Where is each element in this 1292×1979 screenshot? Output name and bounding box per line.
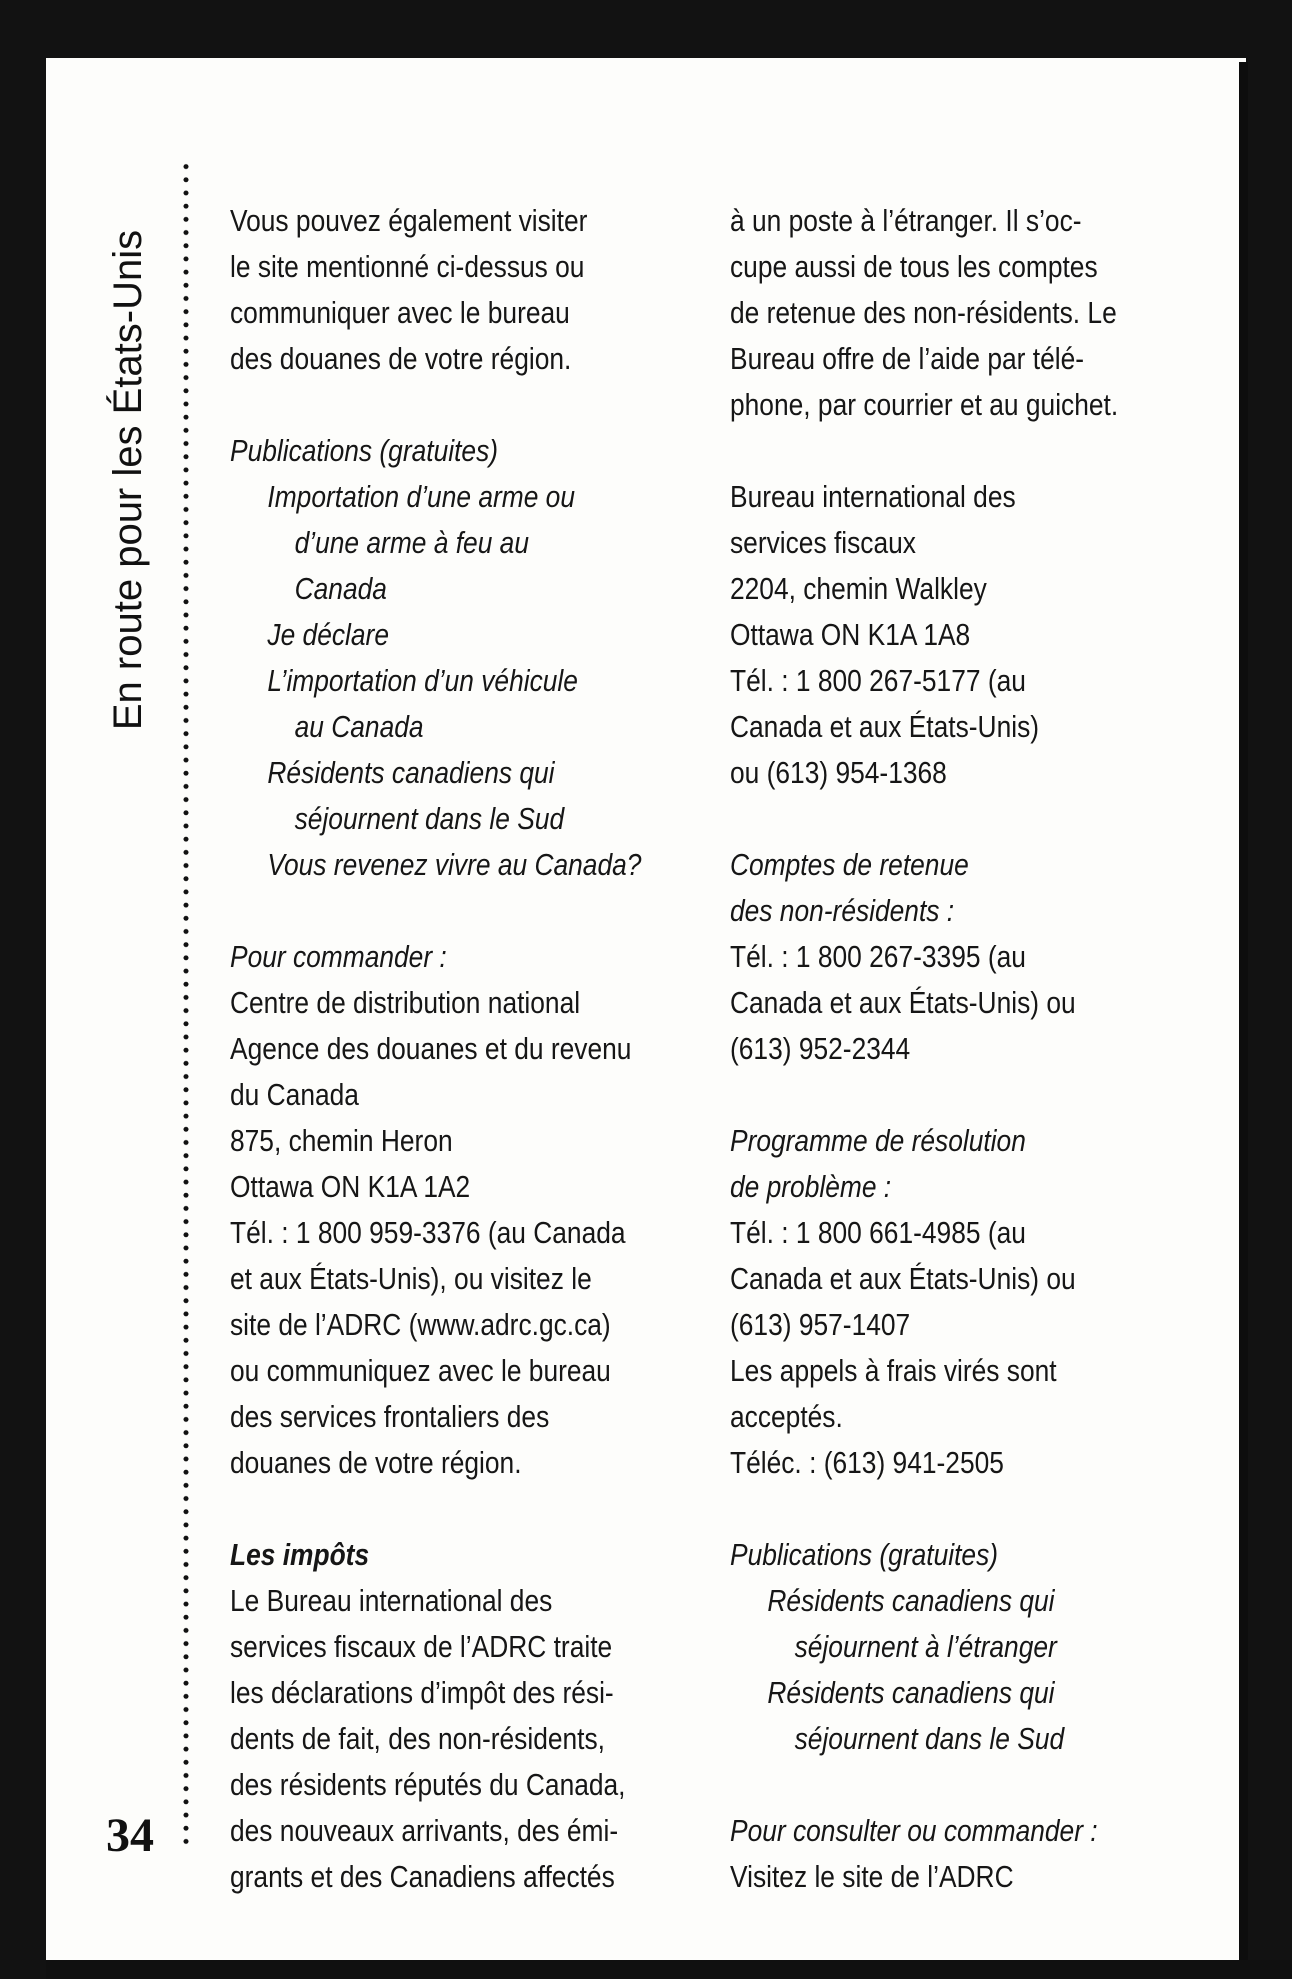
text-line: communiquer avec le bureau xyxy=(230,295,570,330)
text-line: 2204, chemin Walkley xyxy=(730,571,987,606)
text-line: (613) 957-1407 xyxy=(730,1307,911,1342)
intro-paragraph xyxy=(230,198,655,382)
text-line: des résidents réputés du Canada, xyxy=(230,1767,626,1802)
side-title: En route pour les États-Unis xyxy=(106,229,150,731)
text-line: Agence des douanes et du revenu xyxy=(230,1031,632,1066)
page-number: 34 xyxy=(106,1809,154,1862)
text-line: Canada et aux États-Unis) ou xyxy=(730,1261,1076,1296)
problem-heading: de problème : xyxy=(730,1169,892,1204)
text-line: 875, chemin Heron xyxy=(230,1123,453,1158)
text-line: des douanes de votre région. xyxy=(230,341,572,376)
text-line: Tél. : 1 800 267-3395 (au xyxy=(730,939,1026,974)
left-column xyxy=(230,198,655,1900)
publication-title-cont: au Canada xyxy=(294,709,424,744)
publication-title: Résidents canadiens qui xyxy=(767,1675,1055,1710)
publications-heading: Publications (gratuites) xyxy=(730,1537,999,1572)
publication-title-cont: Canada xyxy=(294,571,387,606)
publication-title-cont: séjournent à l’étranger xyxy=(794,1629,1057,1664)
text-line: Vous pouvez également visiter xyxy=(230,203,588,238)
publication-title: L’importation d’un véhicule xyxy=(267,663,578,698)
consult-info xyxy=(730,1808,1155,1900)
nonresident-accounts xyxy=(730,842,1155,1072)
text-line: et aux États-Unis), ou visitez le xyxy=(230,1261,592,1296)
publication-title: Vous revenez vivre au Canada? xyxy=(267,847,642,882)
text-line: Le Bureau international des xyxy=(230,1583,553,1618)
text-line: Téléc. : (613) 941-2505 xyxy=(730,1445,1004,1480)
text-line: (613) 952-2344 xyxy=(730,1031,911,1066)
text-line: Les appels à frais virés sont xyxy=(730,1353,1057,1388)
text-line: des services frontaliers des xyxy=(230,1399,550,1434)
text-line: acceptés. xyxy=(730,1399,843,1434)
order-heading: Pour commander : xyxy=(230,939,447,974)
text-line: Tél. : 1 800 661-4985 (au xyxy=(730,1215,1026,1250)
text-line: le site mentionné ci-dessus ou xyxy=(230,249,585,284)
text-line: Ottawa ON K1A 1A2 xyxy=(230,1169,471,1204)
publications-heading: Publications (gratuites) xyxy=(230,433,499,468)
text-line: du Canada xyxy=(230,1077,359,1112)
publication-title: Résidents canadiens qui xyxy=(767,1583,1055,1618)
text-line: Canada et aux États-Unis) xyxy=(730,709,1040,744)
text-line: ou communiquez avec le bureau xyxy=(230,1353,611,1388)
problem-resolution xyxy=(730,1118,1155,1486)
text-line: Centre de distribution national xyxy=(230,985,581,1020)
text-line: de retenue des non-résidents. Le xyxy=(730,295,1117,330)
text-line: Visitez le site de l’ADRC xyxy=(730,1859,1014,1894)
text-line: services fiscaux de l’ADRC traite xyxy=(230,1629,613,1664)
text-line: Tél. : 1 800 267-5177 (au xyxy=(730,663,1026,698)
accounts-heading: Comptes de retenue xyxy=(730,847,969,882)
publication-title-cont: séjournent dans le Sud xyxy=(794,1721,1065,1756)
text-line: douanes de votre région. xyxy=(230,1445,522,1480)
text-line: ou (613) 954-1368 xyxy=(730,755,947,790)
text-line: services fiscaux xyxy=(730,525,916,560)
text-line: site de l’ADRC (www.adrc.gc.ca) xyxy=(230,1307,611,1342)
text-line: dents de fait, des non-résidents, xyxy=(230,1721,605,1756)
accounts-heading: des non-résidents : xyxy=(730,893,955,928)
text-line: cupe aussi de tous les comptes xyxy=(730,249,1098,284)
text-line: grants et des Canadiens affectés xyxy=(230,1859,615,1894)
publication-title-cont: d’une arme à feu au xyxy=(294,525,529,560)
text-line: Ottawa ON K1A 1A8 xyxy=(730,617,971,652)
consult-heading: Pour consulter ou commander : xyxy=(730,1813,1098,1848)
text-line: des nouveaux arrivants, des émi- xyxy=(230,1813,619,1848)
publication-title: Importation d’une arme ou xyxy=(267,479,575,514)
publication-title-cont: séjournent dans le Sud xyxy=(294,801,565,836)
publication-title: Je déclare xyxy=(267,617,389,652)
right-column xyxy=(730,198,1155,1900)
publications-list-right xyxy=(730,1532,1155,1762)
text-line: Bureau offre de l’aide par télé- xyxy=(730,341,1085,376)
text-line: les déclarations d’impôt des rési- xyxy=(230,1675,614,1710)
publications-list xyxy=(230,428,655,888)
bureau-address xyxy=(730,474,1155,796)
text-line: à un poste à l’étranger. Il s’oc- xyxy=(730,203,1082,238)
text-line: Canada et aux États-Unis) ou xyxy=(730,985,1076,1020)
bottom-scan-shadow xyxy=(46,1960,1292,1979)
problem-heading: Programme de résolution xyxy=(730,1123,1026,1158)
text-line: phone, par courrier et au guichet. xyxy=(730,387,1119,422)
dotted-divider xyxy=(183,160,189,1850)
taxes-section xyxy=(230,1532,655,1900)
taxes-continuation xyxy=(730,198,1155,428)
text-line: Tél. : 1 800 959-3376 (au Canada xyxy=(230,1215,626,1250)
text-line: Bureau international des xyxy=(730,479,1016,514)
order-info xyxy=(230,934,655,1486)
right-edge-rule xyxy=(1239,62,1248,1962)
taxes-heading: Les impôts xyxy=(230,1537,370,1572)
publication-title: Résidents canadiens qui xyxy=(267,755,555,790)
